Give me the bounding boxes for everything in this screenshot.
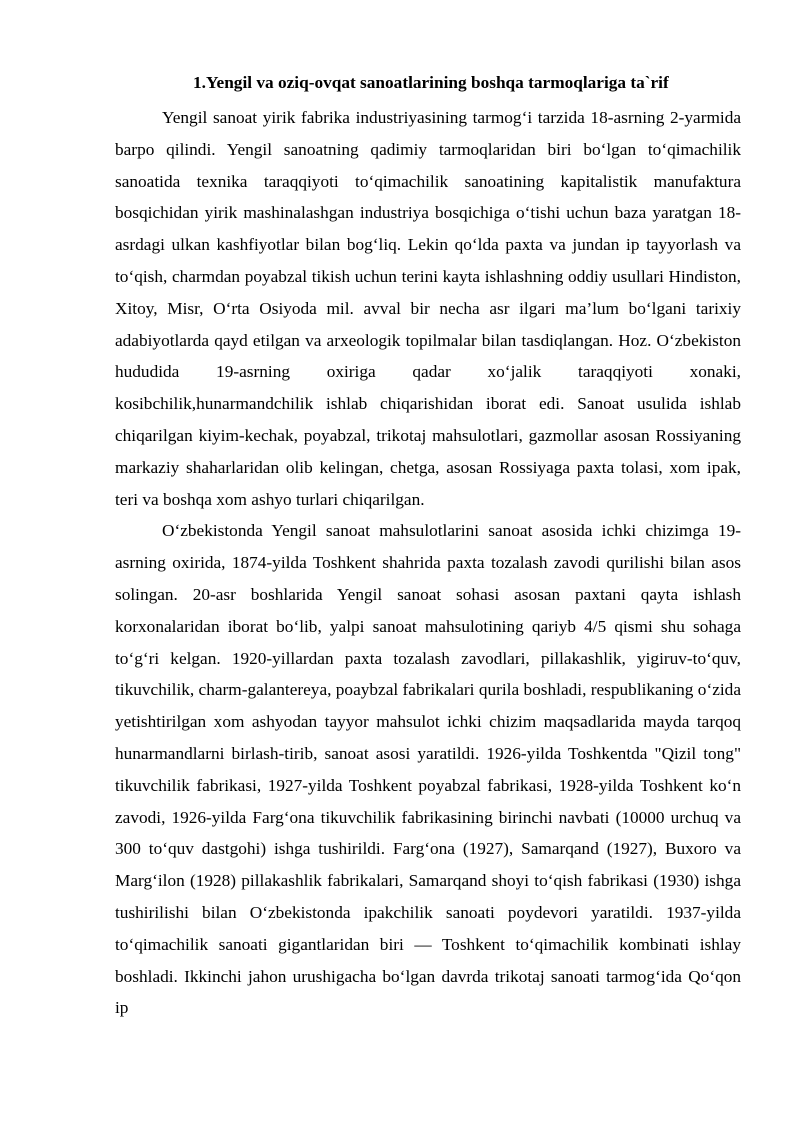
paragraph-1: Yengil sanoat yirik fabrika industriyasining tarmog‘i tarzida 18-asrning 2-yarmida barpo qilindi. Yengil sanoatning qadimiy tarmoqlaridan biri bo‘lgan to‘qimachilik sanoatida texnika taraqqiyoti to‘qimachilik sanoatining kapitalistik manufaktura bosqichidan yirik mashinalashgan industriya bosqichiga o‘tishi uchun baza yaratgan 18-asrdagi ulkan kashfiyotlar bilan bog‘liq. Lekin qo‘lda paxta va jundan ip tayyorlash va to‘qish, charmdan poyabzal tikish uchun terini kayta ishlashning oddiy usullari Hindiston, Xitoy, Misr, O‘rta Osiyoda mil. avval bir necha asr ilgari ma’lum bo‘lgani tarixiy adabiyotlarda qayd etilgan va arxeologik topilmalar bilan tasdiqlangan. Hoz. O‘zbekiston hududida 19-asrning oxiriga qadar xo‘jalik taraqqiyoti xonaki, kosibchilik,hunarmandchilik ishlab chiqarishidan iborat edi. Sanoat usulida ishlab chiqarilgan kiyim-kechak, poyabzal, trikotaj mahsulotlari, gazmollar asosan Rossiyaning markaziy shaharlaridan olib kelingan, chetga, asosan Rossiyaga paxta tolasi, xom ipak, teri va boshqa xom ashyo turlari chiqarilgan. — [115, 108, 741, 509]
paragraph-2: O‘zbekistonda Yengil sanoat mahsulotlarini sanoat asosida ichki chizimga 19-asrning oxirida, 1874-yilda Toshkent shahrida paxta tozalash zavodi qurilishi bilan asos solingan. 20-asr boshlarida Yengil sanoat sohasi asosan paxtani qayta ishlash korxonalaridan iborat bo‘lib, yalpi sanoat mahsulotining qariyb 4/5 qismi shu sohaga to‘g‘ri kelgan. 1920-yillardan paxta tozalash zavodlari, pillakashlik, yigiruv-to‘quv, tikuvchilik, charm-galantereya, poaybzal fabrikalari qurila boshladi, respublikaning o‘zida yetishtirilgan xom ashyodan tayyor mahsulot ichki chizim maqsadlarida mayda tarqoq hunarmandlarni birlash-tirib, sanoat asosi yaratildi. 1926-yilda Toshkentda "Qizil tong" tikuvchilik fabrikasi, 1927-yilda Toshkent poyabzal fabrikasi, 1928-yilda Toshkent ko‘n zavodi, 1926-yilda Farg‘ona tikuvchilik fabrikasining birinchi navbati (10000 urchuq va 300 to‘quv dastgohi) ishga tushirildi. Farg‘ona (1927), Samarqand (1927), Buxoro va Marg‘ilon (1928) pillakashlik fabrikalari, Samarqand shoyi to‘qish fabrikasi (1930) ishga tushirilishi bilan O‘zbekistonda ipakchilik sanoati poydevori yaratildi. 1937-yilda to‘qimachilik sanoati gigantlaridan biri — Toshkent to‘qimachilik kombinati ishlay boshladi. Ikkinchi jahon urushigacha bo‘lgan davrda trikotaj sanoati tarmog‘ida Qo‘qon ip — [115, 521, 741, 1018]
document-body — [115, 102, 741, 1024]
section-heading: 1.Yengil va oziq-ovqat sanoatlarining boshqa tarmoqlariga ta`rif — [193, 73, 669, 92]
